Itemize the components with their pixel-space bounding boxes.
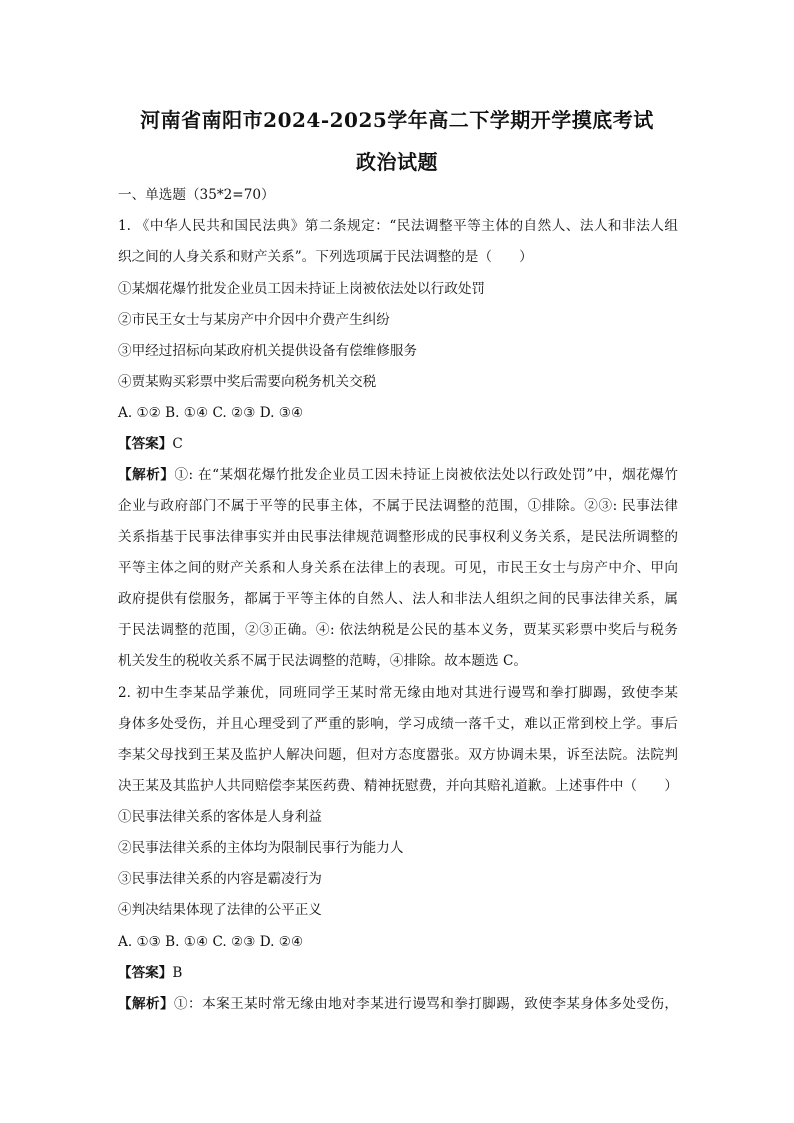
q1-option-2: ②市民王女士与某房产中介因中介费产生纠纷 — [118, 312, 390, 328]
q1-option-1: ①某烟花爆竹批发企业员工因未持证上岗被依法处以行政处罚 — [118, 281, 486, 297]
document-title: 河南省南阳市2024-2025学年高二下学期开学摸底考试 — [140, 108, 654, 132]
q2-stem-line-4: 决王某及其监护人共同赔偿李某医药费、精神抚慰费，并向其赔礼道歉。上述事件中（ ） — [118, 778, 678, 794]
q1-option-4: ④贾某购买彩票中奖后需要向税务机关交税 — [118, 374, 377, 390]
q2-answer — [118, 963, 678, 983]
q1-choices: A. ①② B. ①④ C. ②③ D. ③④ — [118, 405, 304, 421]
q1-answer — [118, 434, 678, 454]
section-heading: 一、单选题（35*2=70） — [118, 187, 275, 203]
q2-stem-line-3: 李某父母找到王某及监护人解决问题，但对方态度嚣张。双方协调未果，诉至法院。法院判 — [118, 747, 678, 763]
q1-analysis-line-4: 平等主体之间的财产关系和人身关系在法律上的表现。可见，市民王女士与房产中介、甲向 — [118, 560, 678, 576]
q1-analysis-line-6: 于民法调整的范围，②③正确。④: 依法纳税是公民的基本义务，贾某买彩票中奖后与税务 — [118, 622, 678, 638]
q1-stem-line-1: 1. 《中华人民共和国民法典》第二条规定：“民法调整平等主体的自然人、法人和非法人组 — [118, 218, 678, 234]
q1-analysis-tag: 【解析】 — [118, 467, 175, 483]
q2-choices: A. ①③ B. ①④ C. ②③ D. ②④ — [118, 934, 304, 950]
q2-analysis-tag: 【解析】 — [118, 996, 175, 1012]
q2-answer-tag: 【答案】 — [118, 965, 173, 981]
q1-analysis-line-5: 政府提供有偿服务，都属于平等主体的自然人、法人和非法人组织之间的民事法律关系，属 — [118, 591, 678, 607]
q2-analysis-line-1: 【解析】①：本案王某时常无缘由地对李某进行谩骂和拳打脚踢，致使李某身体多处受伤， — [118, 996, 679, 1012]
document-subtitle: 政治试题 — [356, 150, 438, 174]
q2-option-1: ①民事法律关系的客体是人身利益 — [118, 809, 322, 825]
q1-answer-value: C — [172, 436, 183, 452]
q1-option-3: ③甲经过招标向某政府机关提供设备有偿维修服务 — [118, 343, 418, 359]
q1-analysis-line-2: 企业与政府部门不属于平等的民事主体，不属于民法调整的范围，①排除。②③: 民事法律 — [118, 498, 678, 514]
q1-answer-tag: 【答案】 — [118, 436, 173, 452]
q2-answer-value: B — [172, 965, 183, 981]
q1-analysis-line-7: 机关发生的税收关系不属于民法调整的范畴，④排除。故本题选 C。 — [118, 653, 527, 669]
q1-analysis-line-3: 关系指基于民事法律事实并由民事法律规范调整形成的民事权利义务关系，是民法所调整的 — [118, 529, 678, 545]
q1-stem-line-2: 织之间的人身关系和财产关系”。下列选项属于民法调整的是（ ） — [118, 249, 533, 265]
q2-stem-line-1: 2. 初中生李某品学兼优，同班同学王某时常无缘由地对其进行谩骂和拳打脚踢，致使李某 — [118, 685, 678, 701]
q2-option-4: ④判决结果体现了法律的公平正义 — [118, 902, 322, 918]
q2-stem-line-2: 身体多处受伤，并且心理受到了严重的影响，学习成绩一落千丈，难以正常到校上学。事后 — [118, 716, 678, 732]
q1-analysis-line-1: 【解析】①: 在“某烟花爆竹批发企业员工因未持证上岗被依法处以行政处罚”中，烟花爆竹 — [118, 467, 678, 483]
q2-option-3: ③民事法律关系的内容是霸凌行为 — [118, 871, 322, 887]
q2-option-2: ②民事法律关系的主体均为限制民事行为能力人 — [118, 840, 404, 856]
